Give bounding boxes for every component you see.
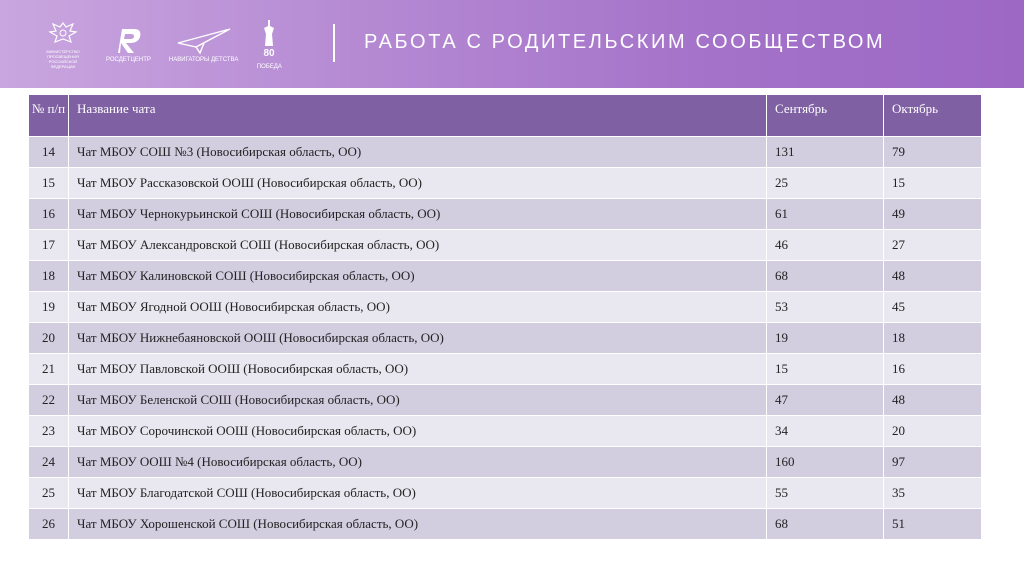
rosdetcentr-logo [106, 25, 151, 64]
navigators-logo [169, 25, 238, 64]
page-title: РАБОТА С РОДИТЕЛЬСКИМ СООБЩЕСТВОМ [364, 31, 886, 53]
svg-text:80: 80 [263, 47, 275, 59]
chat-name: Чат МБОУ Благодатской СОШ (Новосибирская область, ОО) [69, 478, 767, 509]
table-row [29, 509, 982, 540]
september-value: 25 [767, 168, 884, 199]
row-number: 15 [29, 168, 69, 199]
navigators-arrow-icon [176, 25, 232, 55]
column-header-number: № п/п [29, 95, 69, 137]
october-value: 27 [884, 230, 982, 261]
table-row [29, 292, 982, 323]
chat-name: Чат МБОУ СОШ №3 (Новосибирская область, ОО) [69, 137, 767, 168]
september-value: 19 [767, 323, 884, 354]
row-number: 23 [29, 416, 69, 447]
chat-name: Чат МБОУ Хорошенской СОШ (Новосибирская область, ОО) [69, 509, 767, 540]
september-value: 68 [767, 509, 884, 540]
october-value: 48 [884, 385, 982, 416]
victory-caption: ПОБЕДА [256, 63, 282, 70]
october-value: 15 [884, 168, 982, 199]
september-value: 160 [767, 447, 884, 478]
table-row [29, 137, 982, 168]
table-header-row [29, 95, 982, 137]
chat-name: Чат МБОУ Павловской ООШ (Новосибирская область, ОО) [69, 354, 767, 385]
logo-strip [38, 14, 282, 74]
table-row [29, 199, 982, 230]
table-row [29, 354, 982, 385]
september-value: 15 [767, 354, 884, 385]
chat-name: Чат МБОУ Ягодной ООШ (Новосибирская область, ОО) [69, 292, 767, 323]
october-value: 51 [884, 509, 982, 540]
row-number: 16 [29, 199, 69, 230]
ministry-caption: МИНИСТЕРСТВО ПРОСВЕЩЕНИЯ РОССИЙСКОЙ ФЕДЕРАЦИИ [46, 49, 80, 69]
table-row [29, 478, 982, 509]
eagle-emblem-icon [46, 19, 80, 47]
row-number: 25 [29, 478, 69, 509]
chat-name: Чат МБОУ Рассказовской ООШ (Новосибирская область, ОО) [69, 168, 767, 199]
september-value: 131 [767, 137, 884, 168]
header-divider [333, 24, 335, 62]
september-value: 53 [767, 292, 884, 323]
rosdetcentr-caption: РОСДЕТЦЕНТР [106, 56, 151, 63]
october-value: 49 [884, 199, 982, 230]
chat-name: Чат МБОУ Калиновской СОШ (Новосибирская область, ОО) [69, 261, 767, 292]
table-row [29, 447, 982, 478]
october-value: 18 [884, 323, 982, 354]
table-row [29, 323, 982, 354]
table-row [29, 261, 982, 292]
chat-name: Чат МБОУ Беленской СОШ (Новосибирская область, ОО) [69, 385, 767, 416]
october-value: 48 [884, 261, 982, 292]
chats-table [28, 94, 982, 540]
table-row [29, 168, 982, 199]
row-number: 26 [29, 509, 69, 540]
column-header-october: Октябрь [884, 95, 982, 137]
september-value: 68 [767, 261, 884, 292]
october-value: 45 [884, 292, 982, 323]
september-value: 46 [767, 230, 884, 261]
row-number: 19 [29, 292, 69, 323]
october-value: 35 [884, 478, 982, 509]
october-value: 79 [884, 137, 982, 168]
row-number: 18 [29, 261, 69, 292]
chat-name: Чат МБОУ Сорочинской ООШ (Новосибирская область, ОО) [69, 416, 767, 447]
chat-name: Чат МБОУ ООШ №4 (Новосибирская область, ОО) [69, 447, 767, 478]
row-number: 22 [29, 385, 69, 416]
table-row [29, 230, 982, 261]
chat-name: Чат МБОУ Нижнебаяновской ООШ (Новосибирская область, ОО) [69, 323, 767, 354]
september-value: 34 [767, 416, 884, 447]
table-row [29, 385, 982, 416]
row-number: 17 [29, 230, 69, 261]
ministry-emblem-logo [38, 19, 88, 69]
column-header-september: Сентябрь [767, 95, 884, 137]
row-number: 20 [29, 323, 69, 354]
row-number: 24 [29, 447, 69, 478]
column-header-chat-name: Название чата [69, 95, 767, 137]
october-value: 97 [884, 447, 982, 478]
chat-name: Чат МБОУ Чернокурьинской СОШ (Новосибирская область, ОО) [69, 199, 767, 230]
table-row [29, 416, 982, 447]
rosdetcentr-r-icon [110, 25, 146, 55]
september-value: 47 [767, 385, 884, 416]
chat-name: Чат МБОУ Александровской СОШ (Новосибирская область, ОО) [69, 230, 767, 261]
victory-80-logo [256, 18, 282, 71]
october-value: 20 [884, 416, 982, 447]
september-value: 61 [767, 199, 884, 230]
navigators-caption: НАВИГАТОРЫ ДЕТСТВА [168, 56, 239, 63]
row-number: 21 [29, 354, 69, 385]
october-value: 16 [884, 354, 982, 385]
header-banner [0, 0, 1024, 88]
motherland-statue-icon [256, 18, 282, 62]
september-value: 55 [767, 478, 884, 509]
row-number: 14 [29, 137, 69, 168]
